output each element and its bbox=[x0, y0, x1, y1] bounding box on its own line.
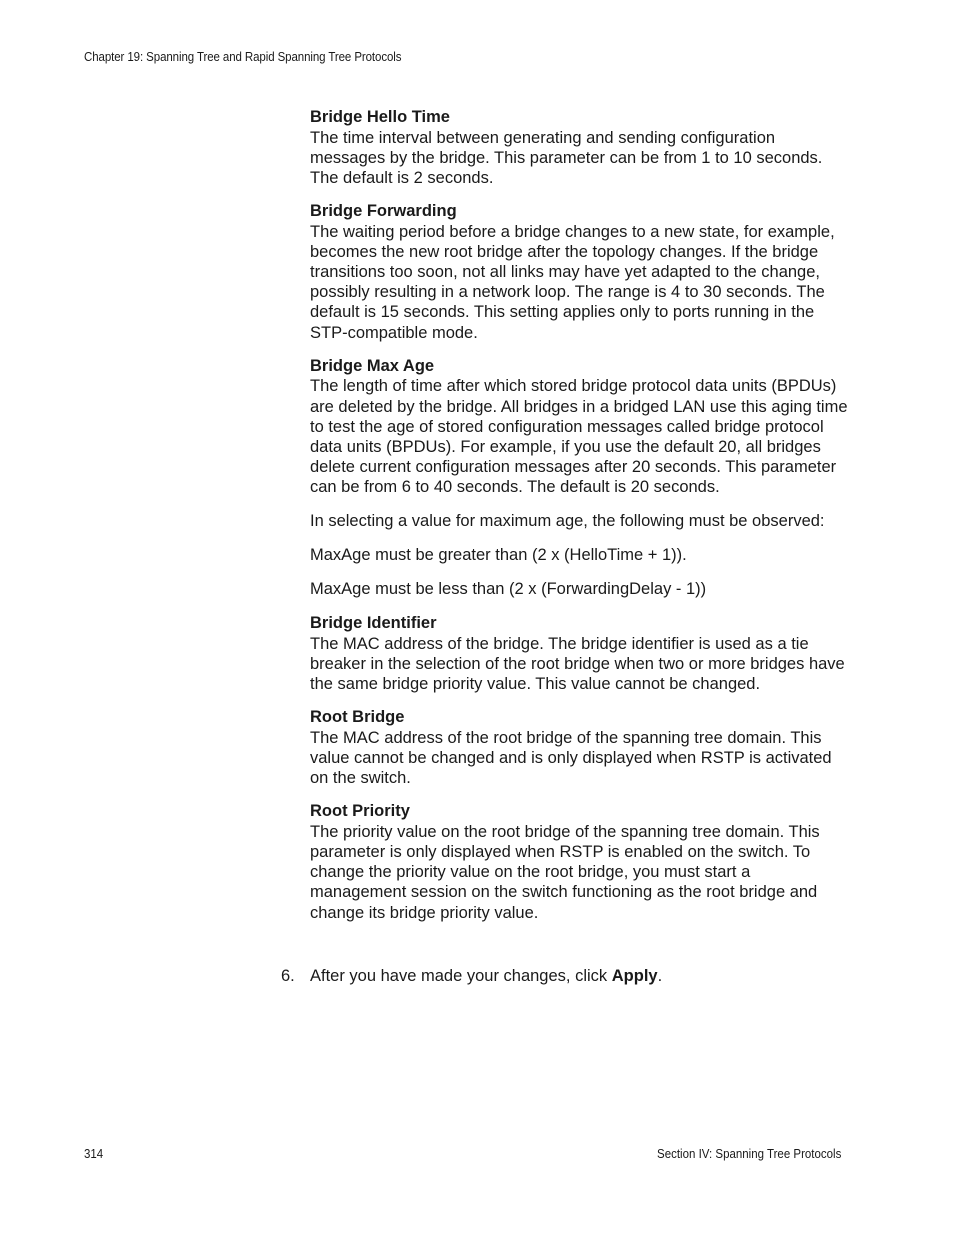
param-bridge-forwarding bbox=[310, 201, 850, 343]
max-age-intro: In selecting a value for maximum age, the following must be observed: bbox=[310, 511, 825, 530]
param-definition: The MAC address of the bridge. The bridge identifier is used as a tie breaker in the selection of the root bridge when two or more bridges have the same bridge priority value. This value cannot be changed. bbox=[310, 634, 845, 694]
param-bridge-max-age bbox=[310, 356, 850, 498]
param-bridge-identifier bbox=[310, 613, 850, 694]
step-text-end: . bbox=[657, 967, 663, 985]
param-term: Bridge Forwarding bbox=[310, 202, 457, 221]
page-number: 314 bbox=[84, 1147, 104, 1161]
step-number: 6. bbox=[281, 967, 295, 985]
param-root-priority bbox=[310, 801, 850, 923]
procedure-step-6 bbox=[281, 966, 662, 986]
param-definition: The priority value on the root bridge of the spanning tree domain. This parameter is only displayed when RSTP is enabled on the switch. To change the priority value on the root bridge, you must start a management session on the switch functioning as the root bridge and change its bridge priority value. bbox=[310, 822, 820, 922]
param-definition: The time interval between generating and sending configuration messages by the bridge. This parameter can be from 1 to 10 seconds. The default is 2 seconds. bbox=[310, 128, 823, 187]
parameter-descriptions bbox=[310, 107, 850, 936]
running-header: Chapter 19: Spanning Tree and Rapid Spanning Tree Protocols bbox=[84, 50, 402, 64]
param-term: Root Bridge bbox=[310, 708, 405, 727]
param-term: Root Priority bbox=[310, 802, 410, 821]
param-term: Bridge Hello Time bbox=[310, 108, 450, 126]
param-definition: The waiting period before a bridge changes to a new state, for example, becomes the new root bridge after the topology changes. If the bridge transitions too soon, not all links may have yet adapted to the change, possibly resulting in a network loop. The range is 4 to 30 seconds. The default is 15 seconds. This setting applies only to ports running in the STP-compatible mode. bbox=[310, 222, 835, 342]
param-bridge-hello-time bbox=[310, 107, 850, 188]
apply-keyword: Apply bbox=[611, 967, 658, 985]
running-footer: Section IV: Spanning Tree Protocols bbox=[656, 1147, 841, 1161]
param-term: Bridge Identifier bbox=[310, 614, 437, 633]
param-root-bridge bbox=[310, 707, 850, 788]
step-text: After you have made your changes, click bbox=[310, 967, 612, 985]
max-age-rule-2: MaxAge must be less than (2 x (ForwardingDelay - 1)) bbox=[310, 579, 707, 598]
param-definition: The length of time after which stored bridge protocol data units (BPDUs) are deleted by the bridge. All bridges in a bridged LAN use this aging time to test the age of stored configuration messages called bridge protocol data units (BPDUs). For example, if you use the default 20, all bridges delete current configuration messages after 20 seconds. This parameter can be from 6 to 40 seconds. The default is 20 seconds. bbox=[310, 377, 848, 497]
max-age-rule-1: MaxAge must be greater than (2 x (HelloTime + 1)). bbox=[310, 545, 687, 564]
param-definition: The MAC address of the root bridge of the spanning tree domain. This value cannot be changed and is only displayed when RSTP is activated on the switch. bbox=[310, 728, 832, 788]
param-term: Bridge Max Age bbox=[310, 356, 435, 375]
